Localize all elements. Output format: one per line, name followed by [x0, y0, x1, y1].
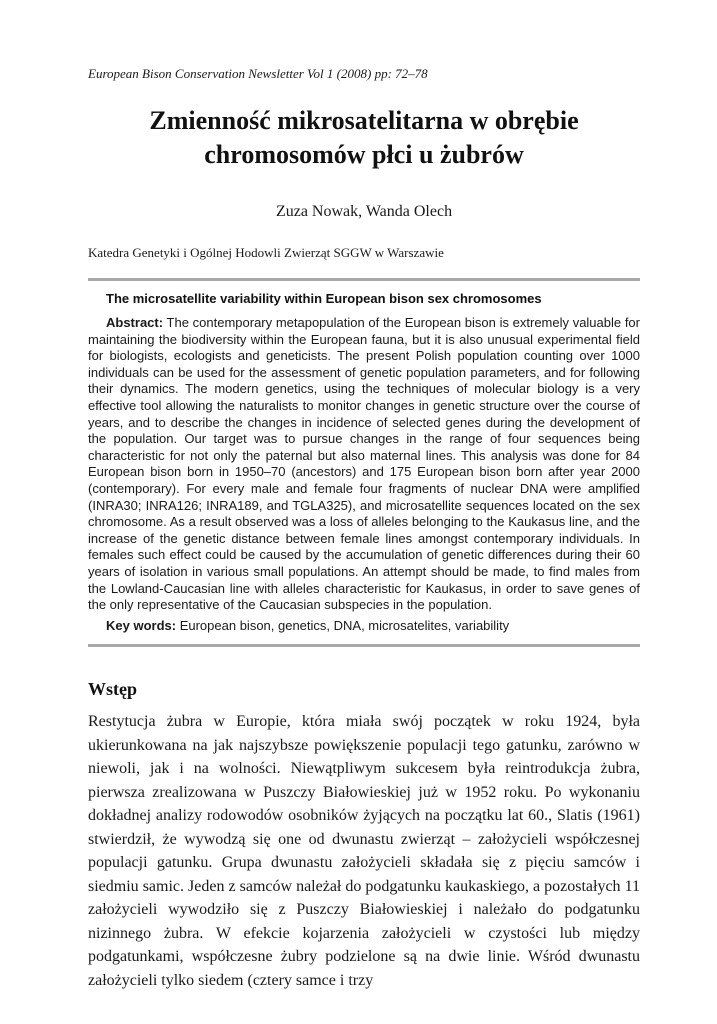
article-title-line-1: Zmienność mikrosatelitarna w obrębie	[149, 106, 579, 135]
article-title	[88, 104, 640, 172]
authors: Zuza Nowak, Wanda Olech	[275, 203, 453, 220]
article-title-line-2: chromosomów płci u żubrów	[204, 140, 524, 169]
keywords	[106, 618, 509, 633]
english-title: The microsatellite variability within European bison sex chromosomes	[106, 291, 542, 306]
journal-citation: European Bison Conservation Newsletter Vol 1 (2008) pp: 72–78	[88, 66, 428, 81]
affiliation: Katedra Genetyki i Ogólnej Hodowli Zwierząt SGGW w Warszawie	[88, 245, 444, 260]
abstract-paragraph	[88, 315, 640, 614]
abstract-bottom-divider	[88, 644, 640, 647]
keywords-text: European bison, genetics, DNA, microsatelites, variability	[179, 618, 510, 633]
abstract-text: The contemporary metapopulation of the European bison is extremely valuable for maintaining the biodiversity within the European fauna, but it is also unusual experimental field for biologists, ecologists and geneticists. The present Polish population counting over 1000 individuals can be used for the assessment of genetic population parameters, and for following their dynamics. The modern genetics, using the techniques of molecular biology is a very effective tool allowing the naturalists to monitor changes in genetic structure over the course of years, and to describe the changes in incidence of selected genes during the development of the population. Our target was to pursue changes in the range of four sequences being characteristic for not only the paternal but also maternal lines. This analysis was done for 84 European bison born in 1950–70 (ancestors) and 175 European bison born after year 2000 (contemporary). For every male and female four fragments of nuclear DNA were amplified (INRA30; INRA126; INRA189, and TGLA325), and microsatellite sequences located on the sex chromosome. As a result observed was a loss of alleles belonging to the Kaukasus line, and the increase of the genetic distance between female lines amongst contemporary individuals. In females such effect could be caused by the accumulation of genetic differences during their 60 years of isolation in various small populations. An attempt should be made, to find males from the Lowland-Caucasian line with alleles characteristic for Kaukasus, in order to save genes of the only representative of the Caucasian subspecies in the population.	[88, 315, 640, 613]
intro-paragraph: Restytucja żubra w Europie, która miała swój początek w roku 1924, była ukierunkowana na jak najszybsze powiększenie populacji tego gatunku, zarówno w niewoli, jak i na wolności. Niewątpliwym sukcesem była reintrodukcja żubra, pierwsza zrealizowana w Puszczy Białowieskiej już w 1952 roku. Po wykonaniu dokładnej analizy rodowodów osobników żyjących na początku lat 60., Slatis (1961) stwierdził, że wywodzą się one od dwunastu zwierząt – założycieli współczesnej populacji gatunku. Grupa dwunastu założycieli składała się z pięciu samców i siedmiu samic. Jeden z samców należał do podgatunku kaukaskiego, a pozostałych 11 założycieli wywodziło się z Puszczy Białowieskiej i należało do podgatunku nizinnego żubra. W efekcie kojarzenia założycieli w czystości lub między podgatunkami, współczesne żubry podzielone są na dwie linie. Wśród dwunastu założycieli tylko siedem (cztery samce i trzy	[88, 713, 640, 989]
keywords-label: Key words:	[106, 618, 177, 633]
section-heading-intro: Wstęp	[88, 679, 137, 699]
abstract-label: Abstract:	[106, 315, 164, 330]
abstract-top-divider	[88, 278, 640, 281]
